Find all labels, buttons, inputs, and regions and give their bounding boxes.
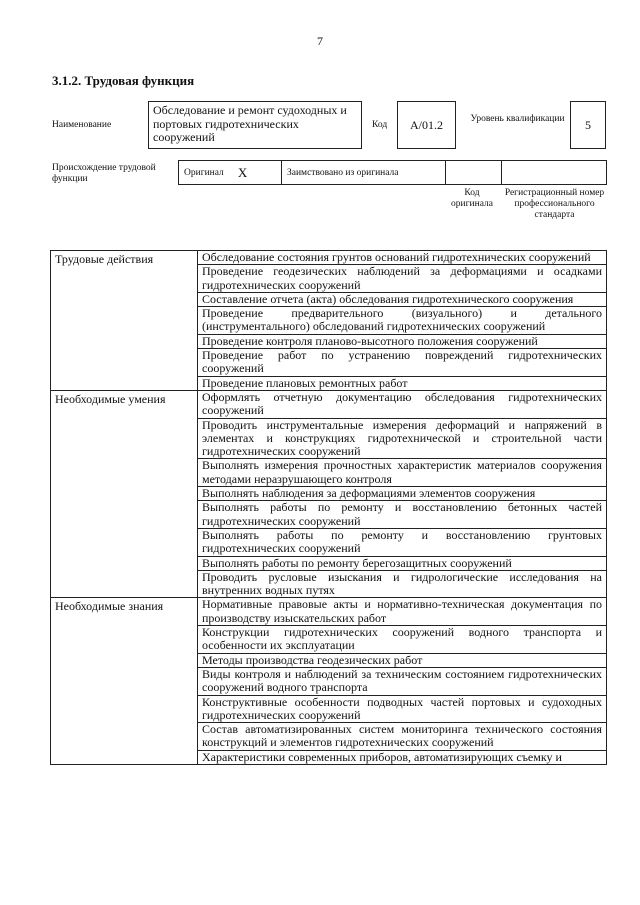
group-item: Конструктивные особенности подводных частей портовых и судоходных гидротехнических сооружений xyxy=(198,695,607,723)
borrowed-cell xyxy=(281,161,445,184)
level-label: Уровень квалификации xyxy=(470,114,565,124)
group-item: Виды контроля и наблюдений за техническим состоянием гидротехнических сооружений водного транспорта xyxy=(198,667,607,695)
origin-row xyxy=(178,160,607,185)
name-label: Наименование xyxy=(52,120,112,130)
original-mark: X xyxy=(237,164,248,180)
group-title: Необходимые умения xyxy=(51,390,198,597)
table-row xyxy=(51,251,607,265)
group-title: Необходимые знания xyxy=(51,598,198,765)
group-item: Конструкции гидротехнических сооружений водного транспорта и особенности их эксплуатации xyxy=(198,626,607,654)
original-cell xyxy=(179,161,281,184)
group-item: Обследование состояния грунтов оснований гидротехнических сооружений xyxy=(198,251,607,265)
group-item: Выполнять работы по ремонту берегозащитных сооружений xyxy=(198,556,607,570)
table-row xyxy=(51,598,607,626)
origin-label: Происхождение трудовой функции xyxy=(52,163,156,184)
original-label: Оригинал xyxy=(184,167,224,178)
registration-caption: Регистрационный номер профессионального стандарта xyxy=(504,188,605,220)
function-details-table xyxy=(50,250,607,765)
code-value-box: A/01.2 xyxy=(397,101,456,149)
group-item: Составление отчета (акта) обследования гидротехнического сооружения xyxy=(198,292,607,306)
group-item: Проведение плановых ремонтных работ xyxy=(198,376,607,390)
group-item: Проводить инструментальные измерения деформаций и напряжений в элементах и конструкциях гидротехнической и строительной части гидротехнических сооружений xyxy=(198,418,607,459)
page-number: 7 xyxy=(317,34,323,48)
group-item: Состав автоматизированных систем мониторинга технического состояния конструкций и элементов гидротехнических сооружений xyxy=(198,723,607,751)
group-item: Нормативные правовые акты и нормативно-техническая документация по производству изыскательских работ xyxy=(198,598,607,626)
group-item: Выполнять работы по ремонту и восстановлению бетонных частей гидротехнических сооружений xyxy=(198,501,607,529)
section-title: 3.1.2. Трудовая функция xyxy=(52,73,195,88)
group-item: Выполнять наблюдения за деформациями элементов сооружения xyxy=(198,487,607,501)
group-item: Проведение геодезических наблюдений за деформациями и осадками гидротехнических сооружений xyxy=(198,265,607,293)
group-item: Характеристики современных приборов, автоматизирующих съемку и xyxy=(198,750,607,764)
group-item: Проведение контроля планово-высотного положения сооружений xyxy=(198,334,607,348)
registration-number-cell xyxy=(501,161,606,184)
code-label: Код xyxy=(372,120,388,130)
group-item: Проведение предварительного (визуального) и детального (инструментального) обследований гидротехнических сооружений xyxy=(198,307,607,335)
group-item: Методы производства геодезических работ xyxy=(198,653,607,667)
group-item: Оформлять отчетную документацию обследования гидротехнических сооружений xyxy=(198,390,607,418)
code-caption: Код оригинала xyxy=(451,188,493,209)
group-title: Трудовые действия xyxy=(51,251,198,391)
group-item: Выполнять измерения прочностных характеристик материалов сооружения методами неразрушающего контроля xyxy=(198,459,607,487)
group-item: Проводить русловые изыскания и гидрологические исследования на внутренних водных путях xyxy=(198,570,607,598)
level-value-box: 5 xyxy=(570,101,606,149)
borrowed-label: Заимствовано из оригинала xyxy=(287,167,399,178)
function-name-box: Обследование и ремонт судоходных и портовых гидротехнических сооружений xyxy=(148,101,362,149)
group-item: Выполнять работы по ремонту и восстановлению грунтовых гидротехнических сооружений xyxy=(198,528,607,556)
table-row xyxy=(51,390,607,418)
original-code-cell xyxy=(445,161,501,184)
group-item: Проведение работ по устранению повреждений гидротехнических сооружений xyxy=(198,349,607,377)
